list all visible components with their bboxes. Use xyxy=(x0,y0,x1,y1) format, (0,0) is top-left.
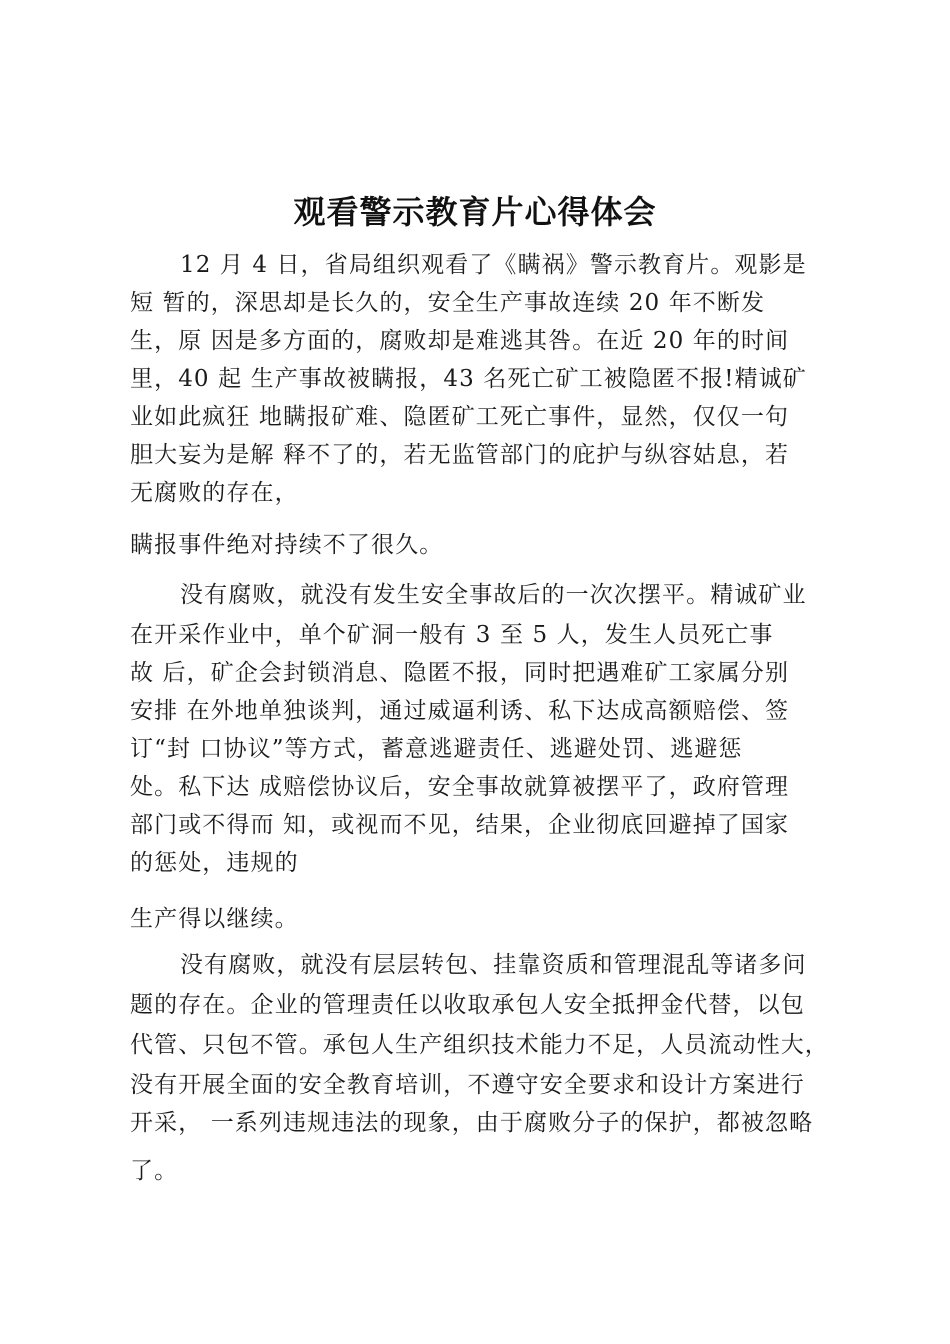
paragraph-5-line-6: 了。 xyxy=(130,1158,179,1184)
paragraph-1-line-7: 无腐败的存在， xyxy=(130,480,299,506)
page-title: 观看警示教育片心得体会 xyxy=(293,193,657,231)
paragraph-1-line-2: 短 暂的，深思却是长久的，安全生产事故连续 20 年不断发 xyxy=(130,290,766,316)
paragraph-1-line-3: 生，原 因是多方面的，腐败却是难逃其咎。在近 20 年的时间 xyxy=(130,328,790,354)
paragraph-3-line-8: 的惩处，违规的 xyxy=(130,850,299,876)
paragraph-1-line-4: 里，40 起 生产事故被瞒报，43 名死亡矿工被隐匿不报!精诚矿 xyxy=(130,366,807,392)
paragraph-4-line-1: 生产得以继续。 xyxy=(130,906,299,932)
paragraph-5-line-4: 没有开展全面的安全教育培训，不遵守安全要求和设计方案进行 xyxy=(130,1072,805,1098)
paragraph-5-line-3: 代管、只包不管。承包人生产组织技术能力不足，人员流动性大， xyxy=(130,1032,829,1058)
paragraph-1-line-6: 胆大妄为是解 释不了的，若无监管部门的庇护与纵容姑息，若 xyxy=(130,442,790,468)
paragraph-3-line-2: 在开采作业中，单个矿洞一般有 3 至 5 人，发生人员死亡事 xyxy=(130,622,774,648)
paragraph-5-line-5: 开采， 一系列违规违法的现象，由于腐败分子的保护，都被忽略 xyxy=(130,1110,814,1136)
paragraph-3-line-7: 部门或不得而 知，或视而不见，结果，企业彻底回避掉了国家 xyxy=(130,812,790,838)
paragraph-1-line-1: 12 月 4 日，省局组织观看了《瞒祸》警示教育片。观影是 xyxy=(180,252,807,278)
paragraph-3-line-5: 订“封 口协议”等方式，蓄意逃避责任、逃避处罚、逃避惩 xyxy=(130,736,743,762)
paragraph-5-line-2: 题的存在。企业的管理责任以收取承包人安全抵押金代替，以包 xyxy=(130,992,805,1018)
paragraph-3-line-3: 故 后，矿企会封锁消息、隐匿不报，同时把遇难矿工家属分别 xyxy=(130,660,790,686)
paragraph-2-line-1: 瞒报事件绝对持续不了很久。 xyxy=(130,532,444,558)
paragraph-3-line-4: 安排 在外地单独谈判，通过威逼利诱、私下达成高额赔偿、签 xyxy=(130,698,790,724)
paragraph-1-line-5: 业如此疯狂 地瞒报矿难、隐匿矿工死亡事件，显然，仅仅一句 xyxy=(130,404,790,430)
paragraph-3-line-6: 处。私下达 成赔偿协议后，安全事故就算被摆平了，政府管理 xyxy=(130,774,790,800)
paragraph-5-line-1: 没有腐败，就没有层层转包、挂靠资质和管理混乱等诸多问 xyxy=(180,952,807,978)
paragraph-3-line-1: 没有腐败，就没有发生安全事故后的一次次摆平。精诚矿业 xyxy=(180,582,807,608)
